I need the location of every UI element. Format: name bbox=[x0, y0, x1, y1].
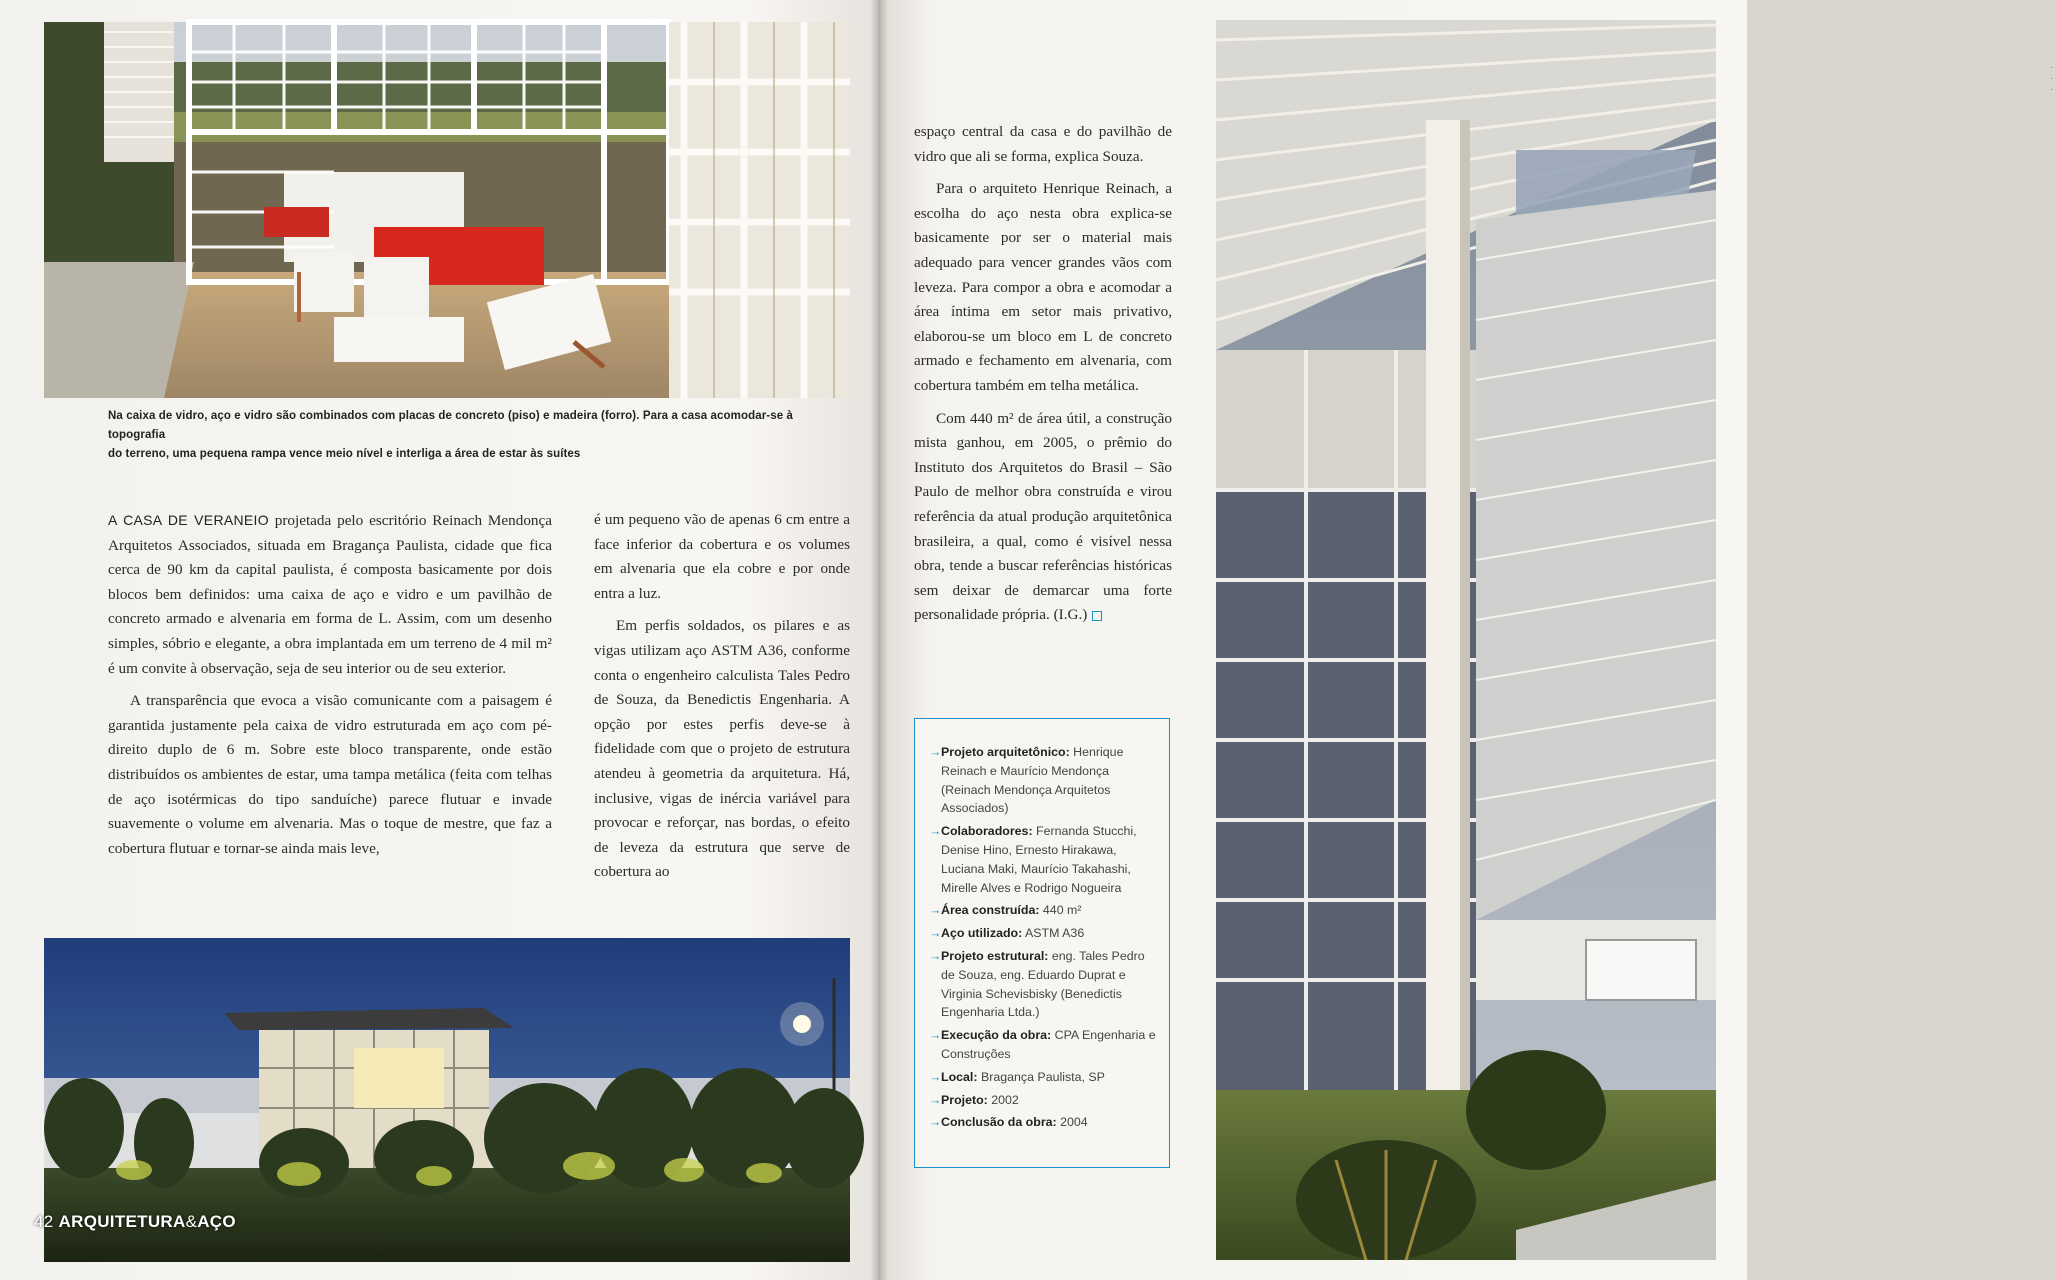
technical-data-value: CPA Engenharia e Construções bbox=[941, 1028, 1156, 1061]
left-page bbox=[0, 0, 878, 1280]
technical-data-label: Colaboradores: bbox=[941, 824, 1033, 839]
photo-glass-living-room bbox=[44, 22, 850, 398]
caption-line-2: do terreno, uma pequena rampa vence meio nível e interliga a área de estar às suítes bbox=[108, 448, 581, 460]
technical-data-box bbox=[914, 718, 1170, 1168]
technical-data-item bbox=[929, 743, 1157, 818]
arrow-right-icon: → bbox=[929, 1092, 942, 1107]
arrow-right-icon: → bbox=[929, 948, 942, 963]
paragraph: é um pequeno vão de apenas 6 cm entre a face inferior da cobertura e os volumes em alvenaria que ela cobre e por onde entra a luz. bbox=[594, 511, 850, 602]
end-of-article-icon bbox=[1092, 611, 1102, 621]
photo-caption bbox=[108, 407, 850, 464]
technical-data-value: Bragança Paulista, SP bbox=[977, 1069, 1105, 1084]
right-page bbox=[878, 0, 2055, 1280]
page-number: 42 bbox=[34, 1212, 54, 1231]
technical-data-label: Projeto: bbox=[941, 1092, 988, 1107]
technical-data-value: ASTM A36 bbox=[1022, 926, 1085, 941]
text-column-2 bbox=[594, 508, 850, 893]
paragraph bbox=[914, 407, 1172, 628]
technical-data-item bbox=[929, 924, 1157, 943]
technical-data-item bbox=[929, 1113, 1157, 1132]
technical-data-label: Execução da obra: bbox=[941, 1028, 1052, 1043]
technical-data-item bbox=[929, 1091, 1157, 1110]
arrow-right-icon: → bbox=[929, 745, 942, 759]
paragraph: A transparência que evoca a visão comunicante com a paisagem é garantida justamente pela caixa de vidro estruturada em aço com pé-direito duplo de 6 m. Sobre este bloco transparente, onde estão distribuídos os ambientes de estar, uma tampa metálica (feita com telhas de aço isotérmicas do tipo sanduíche) parece flutuar e invade suavemente o volume em alvenaria. Mas o toque de mestre, que faz a cobertura flutuar e tornar-se ainda mais leve, bbox=[108, 692, 552, 857]
paragraph: Em perfis soldados, os pilares e as vigas utilizam aço ASTM A36, conforme conta o engenheiro calculista Tales Pedro de Souza, da Benedictis Engenharia. A opção por estes perfis deve-se à fidelidade com que o projeto de estrutura atendeu à geometria da arquitetura. Há, inclusive, vigas de inércia variável para provocar e reforçar, nas bordas, o efeito de leveza da estrutura que serve de cobertura ao bbox=[594, 617, 850, 881]
technical-data-item bbox=[929, 947, 1157, 1022]
magazine-amp: & bbox=[185, 1212, 198, 1231]
magazine-name-aco: AÇO bbox=[197, 1212, 236, 1231]
technical-data-value: Fernanda Stucchi, Denise Hino, Ernesto Hirakawa, Luciana Maki, Maurício Takahashi, Mirelle Alves e Rodrigo Nogueira bbox=[941, 824, 1137, 895]
arrow-right-icon: → bbox=[929, 1115, 942, 1130]
technical-data-item bbox=[929, 822, 1157, 897]
arrow-right-icon: → bbox=[929, 1069, 942, 1084]
technical-data-label: Projeto arquitetônico: bbox=[941, 745, 1070, 759]
technical-data-list bbox=[929, 743, 1157, 1132]
technical-data-value: 2004 bbox=[1056, 1115, 1088, 1130]
technical-data-label: Conclusão da obra: bbox=[941, 1115, 1057, 1130]
arrow-right-icon: → bbox=[929, 1028, 942, 1043]
technical-data-item bbox=[929, 901, 1157, 920]
page-folio bbox=[34, 1212, 236, 1232]
technical-data-value: 2002 bbox=[987, 1092, 1019, 1107]
technical-data-value: 440 m² bbox=[1039, 903, 1082, 918]
caption-line-1: Na caixa de vidro, aço e vidro são combinados com placas de concreto (piso) e madeira (forro). Para a casa acomodar-se à topografia bbox=[108, 410, 793, 441]
paragraph bbox=[108, 508, 552, 681]
technical-data-label: Projeto estrutural: bbox=[941, 948, 1049, 963]
paragraph-text: projetada pelo escritório Reinach Mendonça Arquitetos Associados, situada em Bragança Paulista, cidade que fica cerca de 90 km da capital paulista, é composta basicamente por dois blocos bem definidos: uma caixa de aço e vidro e um pavilhão de concreto armado e alvenaria em forma de L. Assim, com um desenho simples, sóbrio e elegante, a obra implantada em um terreno de 4 mil m² é um convite à observação, seja de seu interior ou de seu exterior. bbox=[108, 512, 552, 677]
text-column-3 bbox=[914, 120, 1172, 636]
arrow-right-icon: → bbox=[929, 824, 942, 839]
magazine-name: ARQUITETURA bbox=[58, 1212, 186, 1231]
paragraph: Para o arquiteto Henrique Reinach, a escolha do aço nesta obra explica-se basicamente por ser o material mais adequado para vencer grandes vãos com leveza. Para compor a obra e acomodar a área íntima em setor mais privativo, elaborou-se um bloco em L de concreto armado e fechamento em alvenaria, com cobertura também em telha metálica. bbox=[914, 180, 1172, 394]
spine-shadow bbox=[870, 0, 888, 1280]
technical-data-label: Área construída: bbox=[941, 903, 1040, 918]
technical-data-item bbox=[929, 1068, 1157, 1087]
technical-data-value: Henrique Reinach e Maurício Mendonça (Reinach Mendonça Arquitetos Associados) bbox=[941, 745, 1124, 816]
text-column-1 bbox=[108, 508, 552, 869]
print-marks: · · · bbox=[2050, 62, 2055, 95]
arrow-right-icon: → bbox=[929, 903, 942, 918]
lead-in: A CASA DE VERANEIO bbox=[108, 512, 269, 528]
technical-data-label: Aço utilizado: bbox=[941, 926, 1023, 941]
paragraph-text: Com 440 m² de área útil, a construção mista ganhou, em 2005, o prêmio do Instituto dos Arquitetos do Brasil – São Paulo de melhor obra construída e virou referência da atual produção arquitetônica brasileira, a qual, como é visível nessa obra, tende a buscar referências históricas sem deixar de demarcar uma forte personalidade própria. (I.G.) bbox=[914, 409, 1172, 624]
arrow-right-icon: → bbox=[929, 926, 942, 941]
photo-facade-brise-soleil bbox=[1216, 20, 1716, 1260]
technical-data-label: Local: bbox=[941, 1069, 978, 1084]
technical-data-value: eng. Tales Pedro de Souza, eng. Eduardo Duprat e Virginia Schevisbisky (Benedictis Engenharia Ltda.) bbox=[941, 948, 1145, 1020]
paragraph: espaço central da casa e do pavilhão de vidro que ali se forma, explica Souza. bbox=[914, 123, 1172, 165]
technical-data-item bbox=[929, 1026, 1157, 1064]
